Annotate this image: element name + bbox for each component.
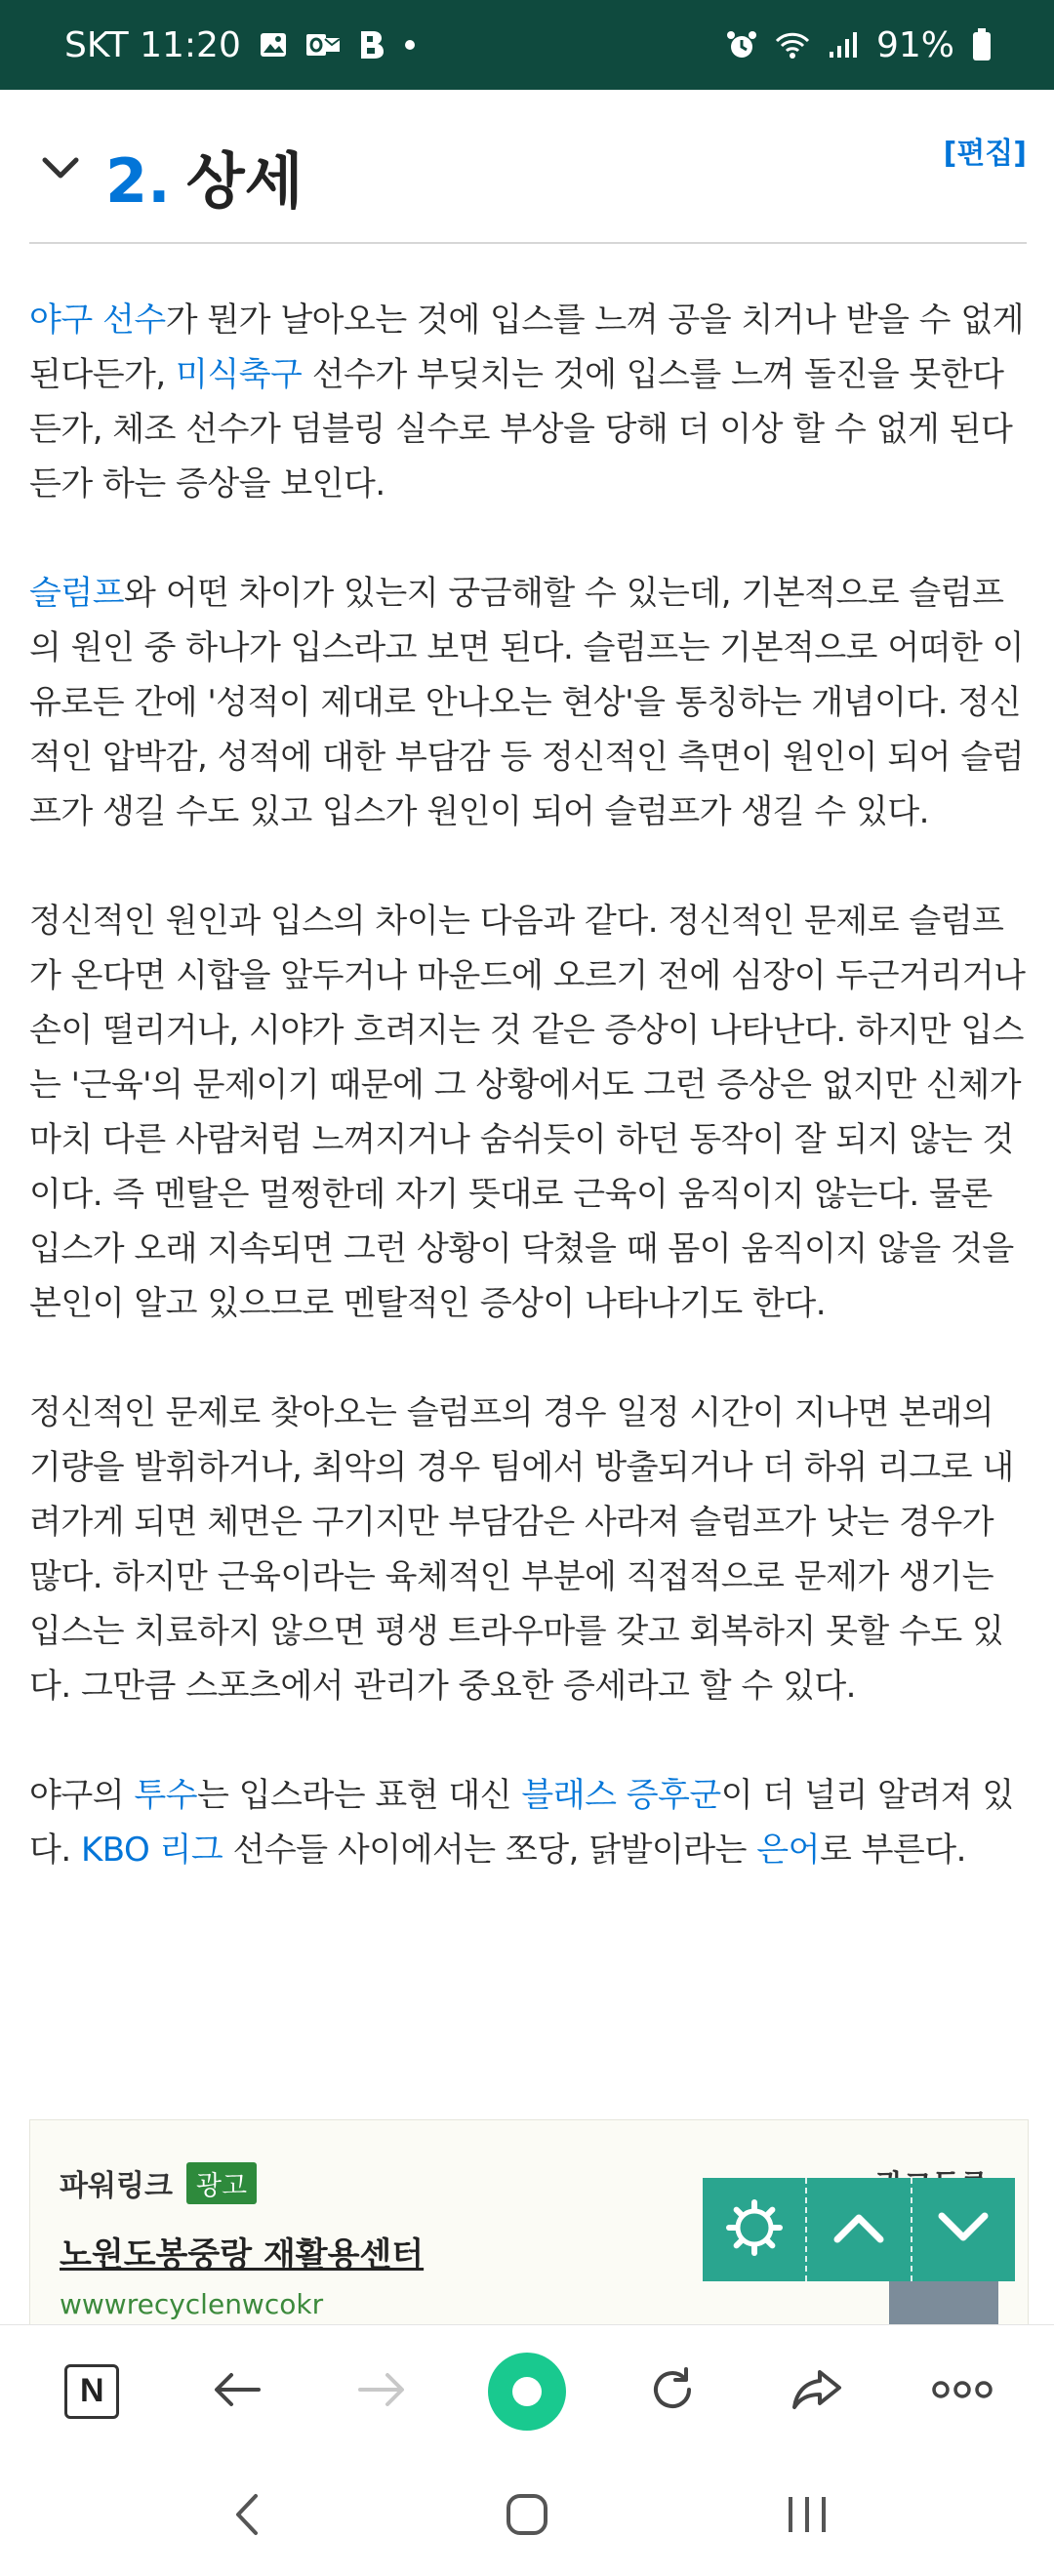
battery-percent: 91% bbox=[875, 24, 954, 65]
naver-n-icon: N bbox=[64, 2364, 119, 2419]
wifi-icon bbox=[775, 30, 810, 60]
wiki-link[interactable]: 슬럼프 bbox=[29, 574, 125, 613]
signal-icon bbox=[828, 30, 859, 60]
outlook-icon bbox=[305, 30, 341, 60]
forward-button[interactable] bbox=[333, 2343, 430, 2440]
paragraph bbox=[29, 894, 1027, 1331]
system-back-button[interactable] bbox=[198, 2468, 296, 2565]
paragraph-text: 가 뭔가 날아오는 것에 입스를 느껴 공을 치거나 받을 수 없게 된다든가, bbox=[29, 301, 1025, 394]
wiki-link[interactable]: 야구 선수 bbox=[29, 301, 166, 340]
paragraph-text: 정신적인 문제로 찾아오는 슬럼프의 경우 일정 시간이 지나면 본래의 기량을 발휘하거나, 최악의 경우 팀에서 방출되거나 더 하위 리그로 내려가게 되면 체면은 구기지만 부담감은 사라져 슬럼프가 낫는 경우가 많다. 하지만 근육이라는 육체적인 부분에 직접적으로 문제가 생기는 입스는 치료하지 않으면 평생 트라우마를 갖고 회복하지 못할 수도 있다. 그만큼 스포츠에서 관리가 중요한 증세라고 할 수 있다. bbox=[29, 1393, 1014, 1706]
status-left bbox=[64, 25, 417, 65]
system-home-icon bbox=[505, 2492, 549, 2541]
paragraph bbox=[29, 293, 1027, 511]
wiki-link[interactable]: 미식축구 bbox=[176, 355, 303, 394]
wiki-link[interactable]: 투수 bbox=[134, 1776, 198, 1815]
status-bar bbox=[0, 0, 1054, 90]
paragraph-text: 야구의 bbox=[29, 1776, 135, 1815]
section-header bbox=[29, 115, 1027, 244]
paragraph-text: 로 부른다. bbox=[819, 1831, 966, 1870]
more-icon bbox=[931, 2380, 993, 2403]
paragraph-text: 선수들 사이에서는 쪼당, 닭발이라는 bbox=[223, 1831, 757, 1870]
refresh-button[interactable] bbox=[624, 2343, 721, 2440]
wiki-link[interactable]: 블래스 증후군 bbox=[521, 1776, 721, 1815]
system-nav-bar bbox=[0, 2457, 1054, 2576]
ad-badge: 광고 bbox=[186, 2162, 257, 2204]
share-icon bbox=[790, 2368, 843, 2415]
ad-header bbox=[60, 2161, 257, 2204]
band-icon bbox=[358, 29, 385, 60]
back-button[interactable] bbox=[188, 2343, 286, 2440]
scroll-down-button[interactable] bbox=[912, 2178, 1015, 2281]
scroll-up-button[interactable] bbox=[807, 2178, 910, 2281]
floating-toolbar bbox=[703, 2178, 1015, 2281]
browser-toolbar bbox=[0, 2324, 1054, 2457]
carrier-time: SKT 11:20 bbox=[64, 24, 241, 65]
section-title-text: 상세 bbox=[185, 145, 304, 217]
system-recents-icon bbox=[785, 2494, 830, 2539]
system-back-icon bbox=[232, 2492, 262, 2541]
ad-thumbnail[interactable] bbox=[889, 2276, 998, 2325]
wiki-link[interactable]: KBO 리그 bbox=[80, 1831, 223, 1870]
forward-arrow-icon bbox=[356, 2370, 407, 2413]
ad-powerlink-label: 파워링크 bbox=[60, 2169, 173, 2203]
back-arrow-icon bbox=[212, 2370, 263, 2413]
paragraph-text: 이 더 널리 알려져 있다. bbox=[29, 1776, 1014, 1870]
ad-title-link[interactable]: 노원도봉중랑 재활용센터 bbox=[60, 2235, 425, 2274]
chevron-up-icon bbox=[831, 2210, 886, 2249]
edit-link[interactable]: [편집] bbox=[943, 137, 1027, 171]
paragraph-text: 선수가 부딪치는 것에 입스를 느껴 돌진을 못한다든가, 체조 선수가 덤블링 실수로 부상을 당해 더 이상 할 수 없게 된다든가 하는 증상을 보인다. bbox=[29, 355, 1013, 503]
paragraph bbox=[29, 1768, 1027, 1877]
paragraph-text: 는 입스라는 표현 대신 bbox=[197, 1776, 522, 1815]
share-button[interactable] bbox=[768, 2343, 866, 2440]
article-body bbox=[29, 293, 1027, 1932]
paragraph bbox=[29, 566, 1027, 839]
paragraph-text: 와 어떤 차이가 있는지 궁금해할 수 있는데, 기본적으로 슬럼프의 원인 중 하나가 입스라고 보면 된다. 슬럼프는 기본적으로 어떠한 이유로든 간에 '성적이 제대로 안나오는 현상'을 통칭하는 개념이다. 정신적인 압박감, 성적에 대한 부담감 등 정신적인 측면이 원인이 되어 슬럼프가 생길 수도 있고 입스가 원인이 되어 슬럼프가 생길 수 있다. bbox=[29, 574, 1025, 831]
wiki-link[interactable]: 은어 bbox=[756, 1831, 820, 1870]
settings-button[interactable] bbox=[703, 2178, 805, 2281]
paragraph-text: 정신적인 원인과 입스의 차이는 다음과 같다. 정신적인 문제로 슬럼프가 온다면 시합을 앞두거나 마운드에 오르기 전에 심장이 두근거리거나 손이 떨리거나, 시야가 흐려지는 것 같은 증상이 나타난다. 하지만 입스는 '근육'의 문제이기 때문에 그 상황에서도 그런 증상은 없지만 신체가 마치 다른 사람처럼 느껴지거나 숨쉬듯이 하던 동작이 잘 되지 않는 것이다. 즉 멘탈은 멀쩡한데 자기 뜻대로 근육이 움직이지 않는다. 물론 입스가 오래 지속되면 그런 상황이 닥쳤을 때 몸이 움직이지 않을 것을 본인이 알고 있으므로 멘탈적인 증상이 나타나기도 한다. bbox=[29, 902, 1026, 1323]
gear-icon bbox=[725, 2198, 784, 2261]
notification-dot-icon bbox=[403, 38, 417, 52]
battery-icon bbox=[972, 28, 992, 61]
collapse-chevron-icon[interactable] bbox=[41, 154, 80, 185]
home-button[interactable] bbox=[478, 2343, 576, 2440]
ad-url: wwwrecyclenwcokr bbox=[60, 2288, 324, 2320]
refresh-icon bbox=[647, 2364, 698, 2419]
section-number: 2. bbox=[105, 145, 171, 217]
system-recents-button[interactable] bbox=[758, 2468, 856, 2565]
chevron-down-icon bbox=[936, 2210, 991, 2249]
paragraph bbox=[29, 1386, 1027, 1713]
gallery-icon bbox=[259, 30, 288, 60]
system-home-button[interactable] bbox=[478, 2468, 576, 2565]
alarm-icon bbox=[726, 29, 757, 60]
status-right bbox=[726, 25, 992, 65]
more-button[interactable] bbox=[913, 2343, 1011, 2440]
home-circle-icon bbox=[488, 2353, 566, 2431]
naver-home-button[interactable] bbox=[43, 2343, 141, 2440]
section-title bbox=[105, 133, 304, 220]
